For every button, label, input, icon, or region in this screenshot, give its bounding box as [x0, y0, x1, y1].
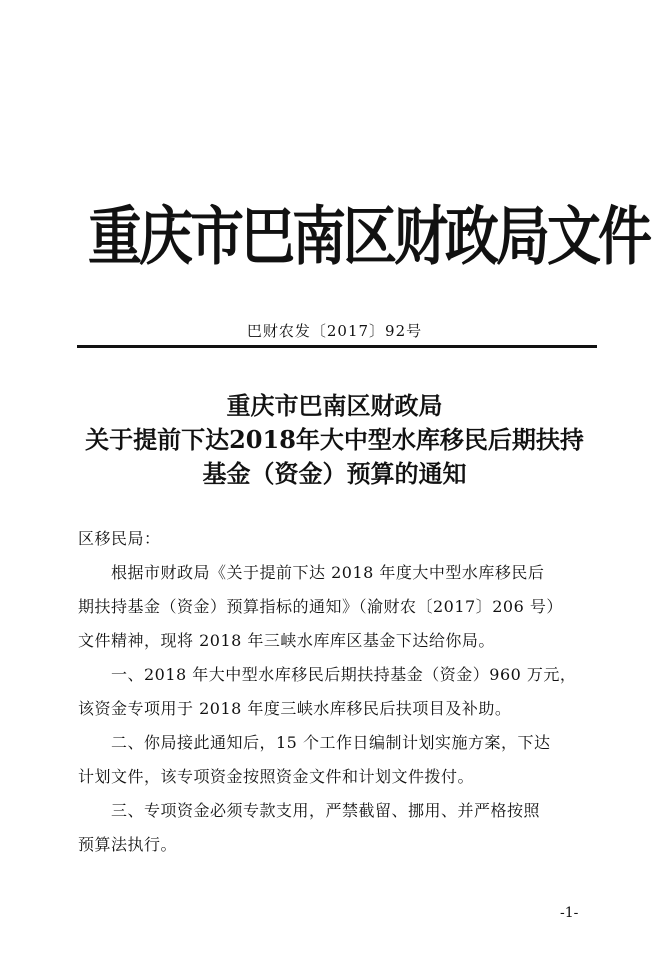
masthead-title: 重庆市巴南区财政局文件: [88, 199, 649, 274]
body-line-5: 该资金专项用于 2018 年度三峡水库移民后扶项目及补助。: [78, 699, 512, 718]
body-line-6: 二、你局接此通知后，15 个工作日编制计划实施方案，下达: [78, 733, 551, 752]
body-line-3: 文件精神，现将 2018 年三峡水库库区基金下达给你局。: [78, 631, 495, 650]
body-line-9: 预算法执行。: [78, 835, 178, 854]
header-divider: [77, 345, 597, 348]
body-line-8: 三、专项资金必须专款支用，严禁截留、挪用、并严格按照: [78, 801, 541, 820]
page-number: -1-: [560, 905, 579, 921]
notice-title-line-1: 重庆市巴南区财政局: [226, 391, 443, 420]
body-line-7: 计划文件，该专项资金按照资金文件和计划文件拨付。: [78, 767, 475, 786]
notice-title-line-3: 基金（资金）预算的通知: [202, 459, 467, 488]
addressee: 区移民局：: [78, 529, 161, 548]
body-line-1: 根据市财政局《关于提前下达 2018 年度大中型水库移民后: [78, 563, 545, 582]
body-line-2: 期扶持基金（资金）预算指标的通知》（渝财农〔2017〕206 号）: [78, 597, 563, 616]
document-number: 巴财农发〔2017〕92号: [246, 322, 423, 340]
notice-title-line-2: 关于提前下达2018年大中型水库移民后期扶持: [85, 425, 584, 454]
body-line-4: 一、2018 年大中型水库移民后期扶持基金（资金）960 万元，: [78, 665, 577, 684]
